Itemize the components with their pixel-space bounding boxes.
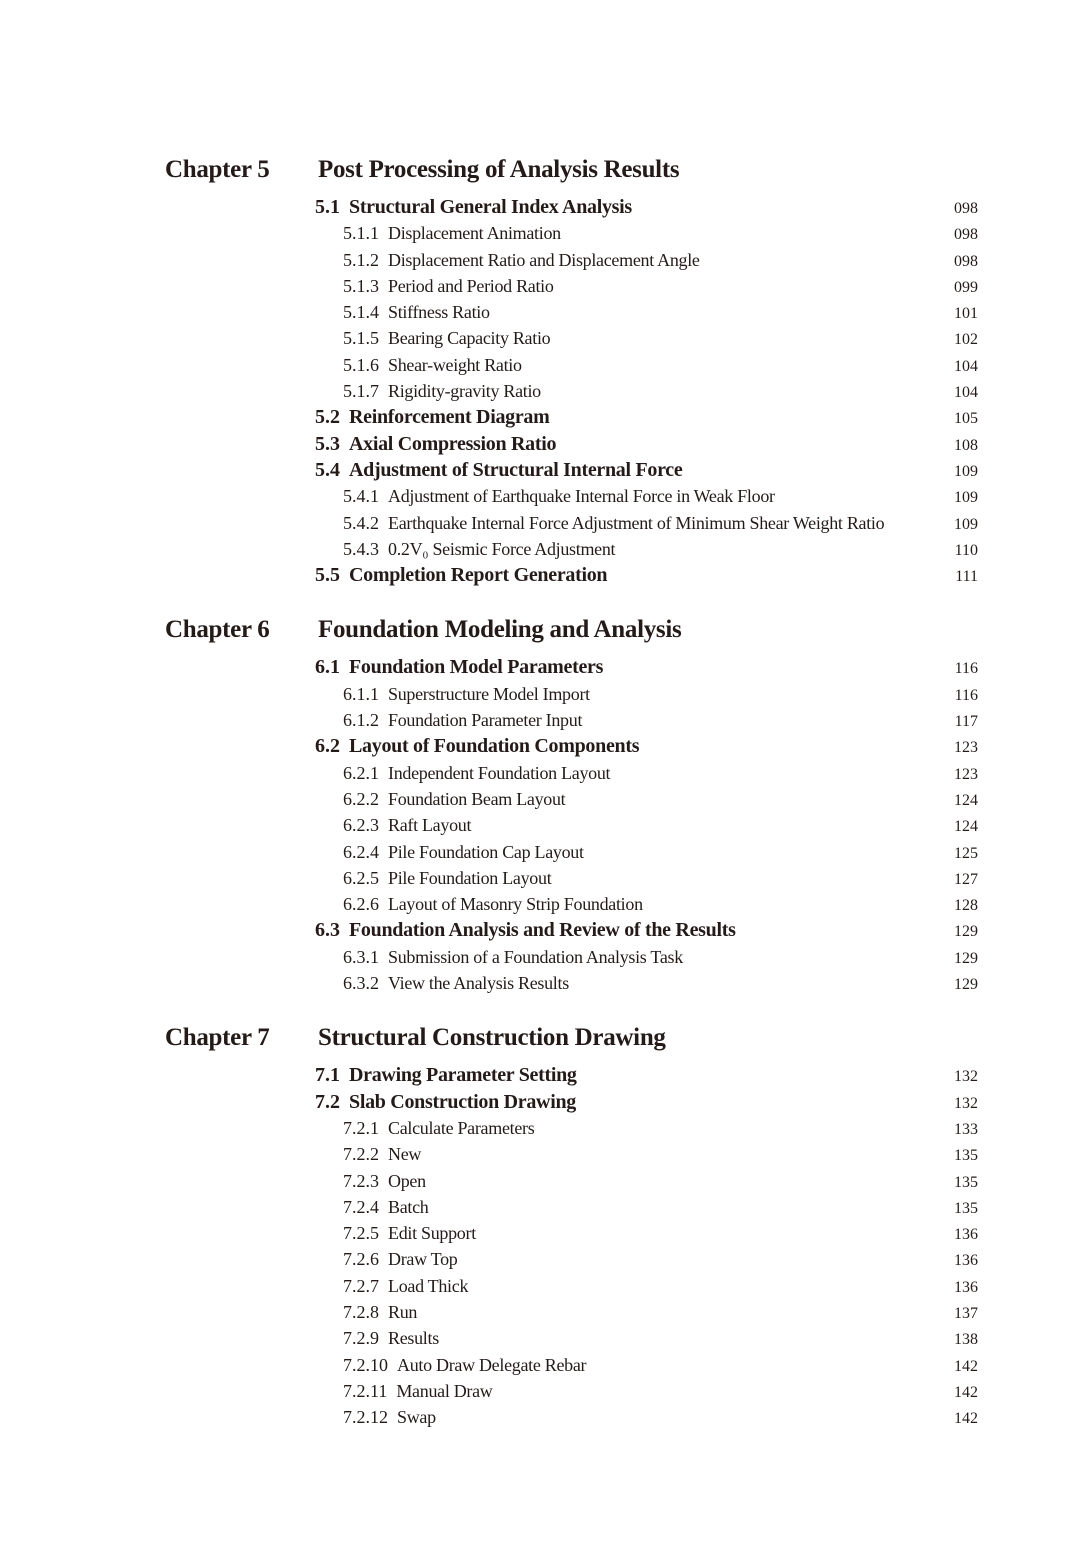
toc-entry <box>165 325 978 351</box>
entry-title: Completion Report Generation <box>349 564 608 587</box>
entry-number: 6.1.1 <box>343 683 379 704</box>
toc-entry <box>165 562 978 588</box>
entry-page-number: 133 <box>954 1120 978 1138</box>
entry-page-number: 099 <box>954 278 978 296</box>
entry-title: Layout of Foundation Components <box>349 735 640 758</box>
entry-number: 7.2.2 <box>343 1144 379 1165</box>
entry-title: Rigidity-gravity Ratio <box>388 381 541 402</box>
entry-title: Draw Top <box>388 1249 458 1270</box>
entry-page-number: 138 <box>954 1331 978 1349</box>
entry-page-number: 123 <box>954 765 978 783</box>
toc-entry <box>165 970 978 996</box>
entry-page-number: 104 <box>954 357 978 375</box>
toc-entry <box>165 1141 978 1167</box>
toc-entry <box>165 733 978 759</box>
entry-number: 7.2.4 <box>343 1196 379 1217</box>
entry-number: 5.2 <box>315 406 340 429</box>
toc-entry <box>165 1168 978 1194</box>
entry-page-number: 098 <box>954 252 978 270</box>
entry-page-number: 137 <box>954 1304 978 1322</box>
entry-number: 7.2.7 <box>343 1275 379 1296</box>
entry-title: Submission of a Foundation Analysis Task <box>388 946 683 967</box>
entry-number: 5.5 <box>315 564 340 587</box>
entry-number: 5.1.5 <box>343 328 379 349</box>
chapter-heading <box>165 1020 978 1056</box>
entry-number: 6.2.1 <box>343 762 379 783</box>
entry-page-number: 109 <box>954 515 978 533</box>
entry-title: Slab Construction Drawing <box>349 1090 576 1113</box>
entry-number: 5.1.7 <box>343 381 379 402</box>
entry-number: 7.2.3 <box>343 1170 379 1191</box>
entry-title: Axial Compression Ratio <box>349 432 557 455</box>
entry-number: 5.4 <box>315 458 340 481</box>
toc-entry <box>165 194 978 220</box>
entry-page-number: 101 <box>954 305 978 323</box>
toc-entry <box>165 1062 978 1088</box>
entry-number: 7.2.1 <box>343 1117 379 1138</box>
entry-page-number: 142 <box>954 1383 978 1401</box>
entry-title: Stiffness Ratio <box>388 302 490 323</box>
entry-number: 7.2.8 <box>343 1301 379 1322</box>
toc-entry <box>165 299 978 325</box>
toc-entry <box>165 404 978 430</box>
entry-title: Load Thick <box>388 1275 469 1296</box>
toc-entry <box>165 1325 978 1351</box>
entry-page-number: 102 <box>954 331 978 349</box>
toc-entry <box>165 1220 978 1246</box>
entry-page-number: 124 <box>954 818 978 836</box>
entry-number: 7.2.6 <box>343 1249 379 1270</box>
entry-page-number: 142 <box>954 1357 978 1375</box>
entry-number: 6.2 <box>315 735 340 758</box>
entry-number: 5.4.2 <box>343 512 379 533</box>
entry-title: Batch <box>388 1196 429 1217</box>
entry-page-number: 108 <box>954 436 978 454</box>
toc-entry <box>165 786 978 812</box>
entry-number: 5.3 <box>315 432 340 455</box>
entry-title: Adjustment of Earthquake Internal Force in Weak Floor <box>388 486 775 507</box>
entry-page-number: 128 <box>954 897 978 915</box>
chapter-label: Chapter 7 <box>165 1024 270 1052</box>
entry-title: Open <box>388 1170 426 1191</box>
entry-title: View the Analysis Results <box>388 973 569 994</box>
toc-entry <box>165 1246 978 1272</box>
entry-number: 5.1 <box>315 196 340 218</box>
entry-title: Pile Foundation Cap Layout <box>388 841 584 862</box>
toc-entry <box>165 483 978 509</box>
entry-title: Foundation Parameter Input <box>388 710 583 731</box>
entry-number: 5.1.6 <box>343 354 379 375</box>
entry-page-number: 123 <box>954 739 978 757</box>
entry-title: Swap <box>397 1407 436 1428</box>
entry-title: Foundation Analysis and Review of the Results <box>349 919 736 942</box>
entry-number: 6.2.4 <box>343 841 379 862</box>
entry-number: 6.1.2 <box>343 710 379 731</box>
entry-page-number: 132 <box>954 1094 978 1112</box>
entry-title: Displacement Animation <box>388 223 561 244</box>
chapter-section <box>165 612 978 996</box>
entry-page-number: 142 <box>954 1410 978 1428</box>
entry-title: Foundation Beam Layout <box>388 788 566 809</box>
entry-title: Shear-weight Ratio <box>388 354 522 375</box>
entry-title: Earthquake Internal Force Adjustment of Minimum Shear Weight Ratio <box>388 512 885 533</box>
toc-entry <box>165 352 978 378</box>
entry-title: Manual Draw <box>396 1380 493 1401</box>
chapter-heading <box>165 152 978 188</box>
entry-title: Bearing Capacity Ratio <box>388 328 551 349</box>
toc-entry <box>165 536 978 562</box>
toc-entry <box>165 1194 978 1220</box>
entry-page-number: 129 <box>954 923 978 941</box>
chapter-section <box>165 1020 978 1430</box>
toc-entry <box>165 865 978 891</box>
entry-page-number: 109 <box>954 462 978 480</box>
entry-title: Raft Layout <box>388 815 472 836</box>
entry-number: 6.2.5 <box>343 867 379 888</box>
entry-page-number: 098 <box>954 226 978 244</box>
entry-page-number: 129 <box>954 976 978 994</box>
entry-number: 5.1.1 <box>343 223 379 244</box>
entry-title: 0.2V₀ Seismic Force Adjustment <box>388 538 616 559</box>
entry-number: 6.2.6 <box>343 894 379 915</box>
entry-number: 5.4.3 <box>343 538 379 559</box>
entry-page-number: 116 <box>954 660 978 678</box>
chapter-title: Post Processing of Analysis Results <box>318 156 680 183</box>
entry-page-number: 098 <box>954 200 978 217</box>
toc-entry <box>165 1115 978 1141</box>
chapter-label: Chapter 6 <box>165 616 270 644</box>
entry-page-number: 116 <box>954 686 978 704</box>
entry-number: 7.2.9 <box>343 1328 379 1349</box>
chapter-title: Structural Construction Drawing <box>318 1024 666 1052</box>
entry-page-number: 111 <box>955 568 978 586</box>
entry-title: Edit Support <box>388 1223 476 1244</box>
toc-entry <box>165 457 978 483</box>
entry-number: 5.4.1 <box>343 486 379 507</box>
toc-entry <box>165 1089 978 1115</box>
entry-number: 7.2 <box>315 1090 340 1113</box>
entry-number: 6.2.3 <box>343 815 379 836</box>
toc-entry <box>165 707 978 733</box>
toc-entry <box>165 273 978 299</box>
toc-entry <box>165 378 978 404</box>
entry-title: Drawing Parameter Setting <box>349 1064 577 1087</box>
entry-title: Layout of Masonry Strip Foundation <box>388 894 643 915</box>
entry-number: 5.1.3 <box>343 275 379 296</box>
entry-number: 7.2.10 <box>343 1354 388 1375</box>
entry-title: Displacement Ratio and Displacement Angle <box>388 249 700 270</box>
entry-title: Run <box>388 1301 418 1322</box>
entry-number: 6.3 <box>315 919 340 942</box>
entry-page-number: 109 <box>954 489 978 507</box>
entry-page-number: 110 <box>954 541 978 559</box>
toc-entry <box>165 1299 978 1325</box>
entry-page-number: 127 <box>954 870 978 888</box>
entry-title: New <box>388 1144 422 1165</box>
toc-entry <box>165 431 978 457</box>
entry-page-number: 105 <box>954 410 978 428</box>
entry-number: 5.1.2 <box>343 249 379 270</box>
entry-title: Period and Period Ratio <box>388 275 554 296</box>
entry-title: Results <box>388 1328 439 1349</box>
toc-entry <box>165 1273 978 1299</box>
toc-entry <box>165 510 978 536</box>
toc-entry <box>165 1378 978 1404</box>
entry-page-number: 104 <box>954 384 978 402</box>
toc-entry <box>165 944 978 970</box>
entry-number: 7.2.11 <box>343 1380 388 1401</box>
entry-title: Independent Foundation Layout <box>388 762 611 783</box>
toc-entry <box>165 247 978 273</box>
entry-number: 7.2.12 <box>343 1407 388 1428</box>
toc-entry <box>165 917 978 943</box>
entry-title: Structural General Index Analysis <box>349 196 632 218</box>
entry-number: 6.1 <box>315 656 340 679</box>
chapter-heading <box>165 612 978 648</box>
entry-title: Foundation Model Parameters <box>349 656 604 679</box>
toc-entry <box>165 681 978 707</box>
entry-number: 6.3.1 <box>343 946 379 967</box>
entry-title: Superstructure Model Import <box>388 683 590 704</box>
entry-page-number: 129 <box>954 949 978 967</box>
toc-entry <box>165 891 978 917</box>
toc-entry <box>165 654 978 680</box>
entry-page-number: 132 <box>954 1068 978 1086</box>
chapter-section <box>165 152 978 588</box>
toc-entry <box>165 1352 978 1378</box>
chapter-label: Chapter 5 <box>165 156 270 183</box>
entry-number: 7.2.5 <box>343 1223 379 1244</box>
entry-page-number: 124 <box>954 791 978 809</box>
entry-title: Auto Draw Delegate Rebar <box>397 1354 587 1375</box>
entry-title: Calculate Parameters <box>388 1117 535 1138</box>
toc-entry <box>165 760 978 786</box>
entry-number: 6.2.2 <box>343 788 379 809</box>
chapter-title: Foundation Modeling and Analysis <box>318 616 682 644</box>
entry-title: Reinforcement Diagram <box>349 406 550 429</box>
toc-entry <box>165 220 978 246</box>
entry-number: 5.1.4 <box>343 302 379 323</box>
entry-page-number: 125 <box>954 844 978 862</box>
entry-page-number: 135 <box>954 1199 978 1217</box>
toc <box>165 152 978 1430</box>
entry-number: 6.3.2 <box>343 973 379 994</box>
entry-page-number: 136 <box>954 1278 978 1296</box>
entry-page-number: 117 <box>954 713 978 731</box>
entry-number: 7.1 <box>315 1064 340 1087</box>
entry-title: Adjustment of Structural Internal Force <box>349 458 683 481</box>
entry-page-number: 136 <box>954 1252 978 1270</box>
entry-page-number: 135 <box>954 1173 978 1191</box>
toc-entry <box>165 839 978 865</box>
entry-title: Pile Foundation Layout <box>388 867 552 888</box>
toc-entry <box>165 1404 978 1430</box>
entry-page-number: 136 <box>954 1226 978 1244</box>
toc-entry <box>165 812 978 838</box>
entry-page-number: 135 <box>954 1147 978 1165</box>
